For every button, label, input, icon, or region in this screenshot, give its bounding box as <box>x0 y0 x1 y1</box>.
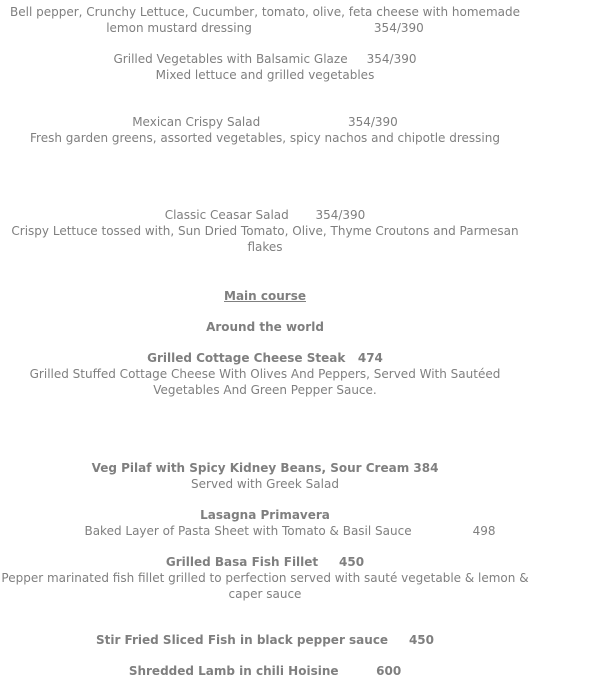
main-title-veg-pilaf: Veg Pilaf with Spicy Kidney Beans, Sour Cream 384 <box>91 461 439 475</box>
salad-title-classic-ceasar: Classic Ceasar Salad 354/390 <box>164 208 366 222</box>
salad-description-grilled-vegetables: Mixed lettuce and grilled vegetables <box>155 68 375 82</box>
main-title-shredded-lamb: Shredded Lamb in chili Hoisine 600 <box>128 664 402 678</box>
salad-title-grilled-vegetables: Grilled Vegetables with Balsamic Glaze 354/390 <box>113 52 417 66</box>
main-title-basa-fish: Grilled Basa Fish Fillet 450 <box>165 555 365 569</box>
salad-title-mexican-crispy: Mexican Crispy Salad 354/390 <box>132 115 398 129</box>
main-description-basa-fish-line2: caper sauce <box>228 587 302 601</box>
main-title-stir-fried-fish: Stir Fried Sliced Fish in black pepper sauce 450 <box>95 633 435 647</box>
main-description-cottage-cheese-steak-line2: Vegetables And Green Pepper Sauce. <box>153 383 377 397</box>
main-description-lasagna: Baked Layer of Pasta Sheet with Tomato & Basil Sauce 498 <box>84 524 496 538</box>
main-description-veg-pilaf: Served with Greek Salad <box>191 477 339 491</box>
salad-description-line-price: lemon mustard dressing 354/390 <box>106 21 424 35</box>
section-subheading: Around the world <box>206 320 324 334</box>
salad-description-classic-ceasar-line1: Crispy Lettuce tossed with, Sun Dried Tomato, Olive, Thyme Croutons and Parmesan <box>11 224 519 238</box>
salad-description-line: Bell pepper, Crunchy Lettuce, Cucumber, tomato, olive, feta cheese with homemade <box>10 5 520 19</box>
main-description-cottage-cheese-steak-line1: Grilled Stuffed Cottage Cheese With Olives And Peppers, Served With Sautéed <box>29 367 501 381</box>
section-heading-main-course: Main course <box>224 289 306 303</box>
main-description-basa-fish-line1: Pepper marinated fish fillet grilled to perfection served with sauté vegetable & lemon & <box>1 571 529 585</box>
main-title-lasagna: Lasagna Primavera <box>200 508 330 522</box>
salad-description-classic-ceasar-line2: flakes <box>247 240 283 254</box>
salad-description-mexican-crispy: Fresh garden greens, assorted vegetables, spicy nachos and chipotle dressing <box>30 131 500 145</box>
main-title-cottage-cheese-steak: Grilled Cottage Cheese Steak 474 <box>147 351 383 365</box>
